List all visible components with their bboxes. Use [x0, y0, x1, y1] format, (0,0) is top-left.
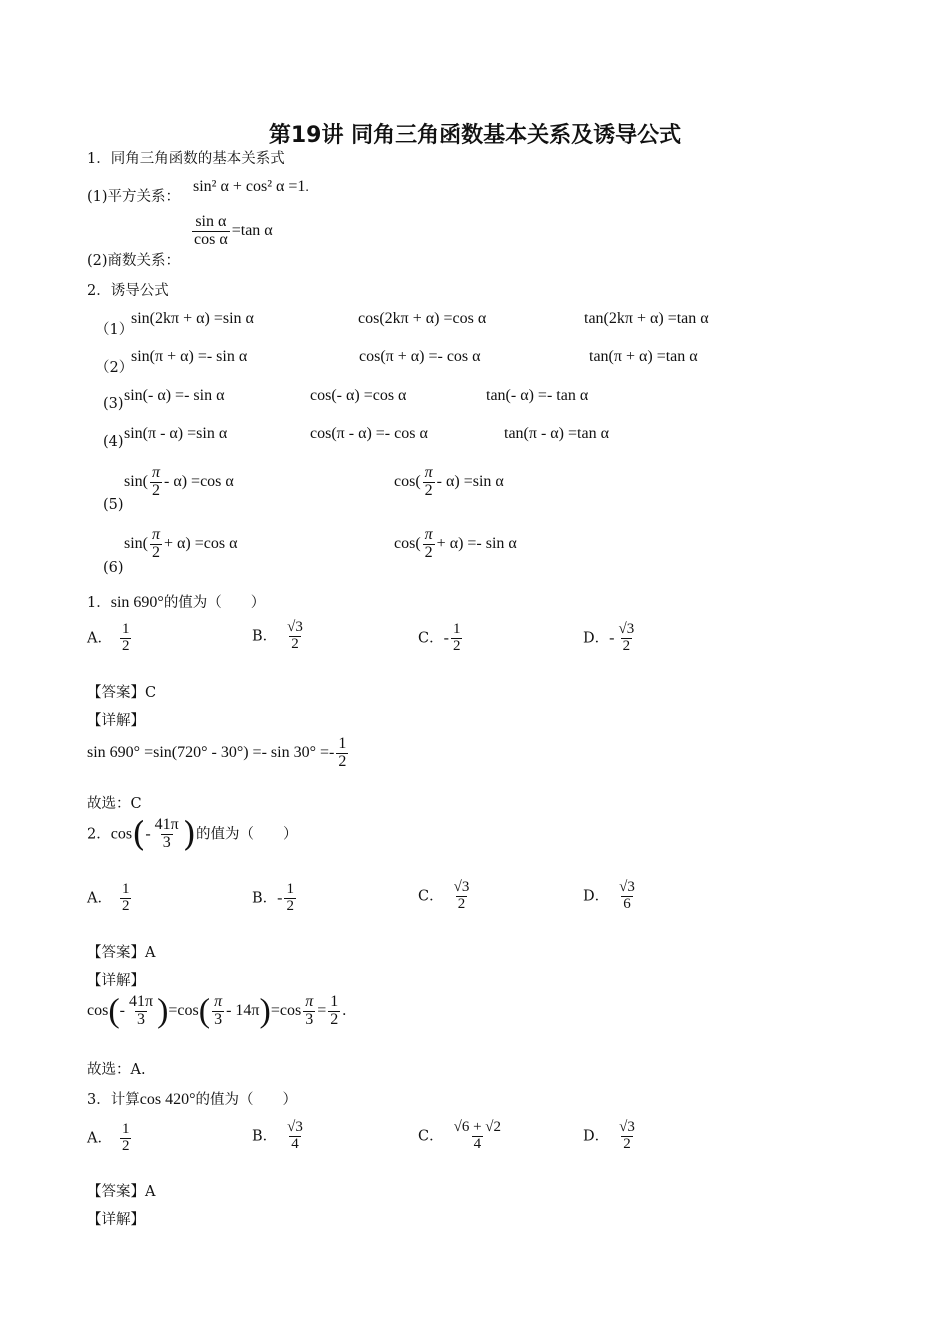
question-2-option-a[interactable]: A． $\frac{1}{2}$	[87, 881, 130, 914]
question-1-option-a[interactable]: A． $\frac{1}{2}$	[87, 621, 130, 654]
question-1-detail-heading: 【详解】	[87, 713, 145, 729]
question-2-option-c[interactable]: C． $\frac{√3}{2}$	[418, 879, 470, 912]
question-3-option-d[interactable]: D． $\frac{√3}{2}$	[583, 1119, 635, 1152]
formula-tan: tan(π - α) =tan α	[504, 425, 609, 442]
square-relation-formula: sin² α + cos² α =1.	[193, 178, 309, 195]
formula-cos: cos(π + α) =- cos α	[359, 348, 481, 365]
formula-cos: cos(2kπ + α) =cos α	[358, 310, 487, 327]
question-3-answer: 【答案】A	[87, 1184, 156, 1200]
formula-sin-half-pi-minus: sin( $\frac{\pi}{2}$ - α) =cos α	[124, 464, 234, 499]
formula-sin: sin(π - α) =sin α	[124, 425, 228, 442]
section-heading-basic-relations: 1．同角三角函数的基本关系式	[87, 151, 285, 167]
formula-row-label: (6)	[103, 560, 124, 576]
formula-row-label: (5)	[103, 497, 124, 513]
formula-row-label: （1）	[95, 322, 134, 338]
question-3-stem: 3．计算cos 420°的值为（ ）	[87, 1091, 297, 1108]
question-3-option-c[interactable]: C． $\frac{√6 + √2}{4}$	[418, 1119, 502, 1152]
question-3-detail-heading: 【详解】	[87, 1212, 145, 1228]
formula-sin: sin(π + α) =- sin α	[131, 348, 248, 365]
quotient-relation-formula: $\frac{\text{sin α}}{\text{cos α}}$ =tan α	[194, 213, 273, 248]
formula-tan: tan(2kπ + α) =tan α	[584, 310, 709, 327]
formula-cos: cos(π - α) =- cos α	[310, 425, 428, 442]
formula-tan: tan(π + α) =tan α	[589, 348, 698, 365]
formula-row-label: (4)	[103, 434, 124, 450]
question-1-stem: 1．sin 690°的值为（ ）	[87, 594, 266, 611]
formula-sin-half-pi-plus: sin( $\frac{\pi}{2}$ + α) =cos α	[124, 526, 238, 561]
question-1-solution: sin 690° =sin(720° - 30°) =- sin 30° =- $\frac{1}{2}$	[87, 735, 347, 770]
question-1-option-c[interactable]: C．- $\frac{1}{2}$	[418, 621, 461, 654]
formula-tan: tan(- α) =- tan α	[486, 387, 589, 404]
formula-sin: sin(2kπ + α) =sin α	[131, 310, 254, 327]
question-2-option-d[interactable]: D． $\frac{√3}{6}$	[583, 879, 635, 912]
quotient-relation-label: (2)商数关系：	[87, 253, 181, 269]
formula-row-label: （2）	[95, 360, 134, 376]
formula-cos-half-pi-plus: cos( $\frac{\pi}{2}$ + α) =- sin α	[394, 526, 517, 561]
question-1-conclusion: 故选：C	[87, 796, 142, 812]
square-relation-label: (1)平方关系：	[87, 189, 181, 205]
question-3-option-b[interactable]: B． $\frac{√3}{4}$	[252, 1119, 303, 1152]
question-2-solution: cos(- $\frac{41\pi}{3}$ )=cos( $\frac{\pi}{3}$ - 14π)=cos $\frac{\pi}{3}$ = $\frac{1}{2}$ .	[87, 992, 347, 1030]
page-title: 第19讲 同角三角函数基本关系及诱导公式	[268, 123, 682, 148]
question-2-conclusion: 故选：A.	[87, 1062, 146, 1078]
section-heading-induction: 2．诱导公式	[87, 283, 169, 299]
question-2-detail-heading: 【详解】	[87, 973, 145, 989]
formula-row-label: (3)	[103, 396, 124, 412]
question-3-option-a[interactable]: A． $\frac{1}{2}$	[87, 1121, 130, 1154]
question-2-option-b[interactable]: B．- $\frac{1}{2}$	[252, 881, 294, 914]
formula-cos: cos(- α) =cos α	[310, 387, 407, 404]
formula-sin: sin(- α) =- sin α	[124, 387, 225, 404]
question-2-stem: 2．cos(- $\frac{41\pi}{3}$ )的值为（ ）	[87, 814, 298, 855]
question-1-answer: 【答案】C	[87, 685, 157, 701]
question-1-option-d[interactable]: D．- $\frac{√3}{2}$	[583, 621, 635, 654]
question-2-answer: 【答案】A	[87, 945, 156, 961]
question-1-option-b[interactable]: B． $\frac{√3}{2}$	[252, 619, 303, 652]
formula-cos-half-pi-minus: cos( $\frac{\pi}{2}$ - α) =sin α	[394, 464, 504, 499]
